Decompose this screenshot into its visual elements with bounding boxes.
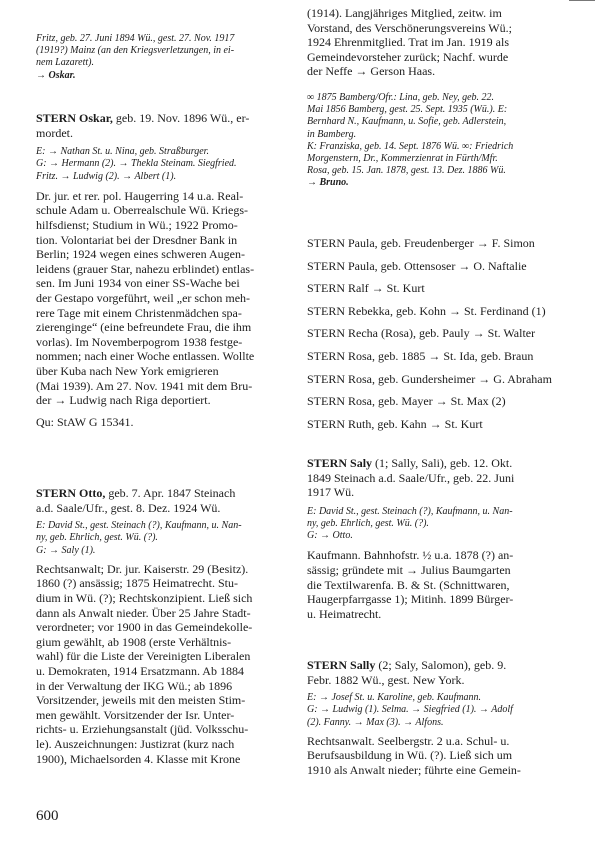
heading-text: geb. 19. Nov. 1896 Wü., er-: [112, 111, 250, 125]
body-line: Vorstand, des Verschönerungsvereins Wü.;: [307, 20, 512, 35]
body-line: u. Demokraten, 1914 Ersatzmann. Ab 1884: [36, 663, 244, 678]
body-line: der Gestapo vorgeführt, weil „er schon meh-: [36, 290, 251, 305]
genealogy-line: E: David St., gest. Steinach (?), Kaufmann, u. Nan-: [307, 505, 513, 517]
family-line: in Bamberg.: [307, 128, 357, 140]
body-line: Dr. jur. et rer. pol. Haugerring 14 u.a. Real-: [36, 188, 244, 203]
body-line: dium in Wü. (?); Rechtskonzipient. Ließ sich: [36, 590, 253, 605]
cross-ref-item: STERN Rebekka, geb. Kohn → St. Ferdinand (1): [307, 303, 546, 318]
heading-text: a.d. Saale/Ufr., gest. 8. Dez. 1924 Wü.: [36, 500, 221, 515]
body-line: rere Tage mit einem Christenmädchen spa-: [36, 305, 242, 320]
heading-text: (1; Sally, Sali), geb. 12. Okt.: [372, 456, 513, 470]
body-line: der Neffe → Gerson Haas.: [307, 64, 436, 79]
body-line: nommen; nach einer Woche entlassen. Wollte: [36, 349, 255, 364]
stern-oskar-entry: [36, 111, 290, 429]
heading-text: 1917 Wü.: [307, 485, 355, 500]
body-line: Rechtsanwalt. Seelbergstr. 2 u.a. Schul- u.: [307, 733, 510, 748]
body-line: der → Ludwig nach Riga deportiert.: [36, 393, 211, 408]
heading-text: mordet.: [36, 125, 73, 140]
cross-ref-item: STERN Ralf → St. Kurt: [307, 281, 425, 296]
body-line: zierenginge“ (eine befreundete Frau, die ihm: [36, 320, 252, 335]
body-line: tion. Volontariat bei der Dresdner Bank in: [36, 232, 238, 247]
body-line: gium gewählt, ab 1908 (erste Verhältnis-: [36, 634, 232, 649]
stern-otto-entry: [36, 486, 290, 766]
cross-ref-item: STERN Paula, geb. Freudenberger → F. Simon: [307, 236, 535, 250]
family-line: Mai 1856 Bamberg, gest. 25. Sept. 1935 (Wü.). E:: [307, 104, 508, 116]
body-line: dann als Anwalt nieder. Über 25 Jahre Stadt-: [36, 605, 251, 620]
entry-name: STERN Saly: [307, 456, 373, 470]
body-line: schule Adam u. Oberrealschule Wü. Kriegs-: [36, 203, 249, 218]
otto-continued: [307, 6, 561, 79]
cross-reference-list: [307, 236, 561, 431]
body-line: richts- u. Erziehungsanstalt (jüd. Volksschu-: [36, 722, 249, 737]
cross-ref-item: STERN Rosa, geb. Mayer → St. Max (2): [307, 394, 506, 409]
genealogy-line: ny, geb. Ehrlich, gest. Wü. (?).: [307, 517, 429, 529]
body-line: Berufsausbildung in Wü. (?). Ließ sich um: [307, 748, 513, 763]
genealogy-line: G: → Ludwig (1). Selma. → Siegfried (1). → Adolf: [307, 704, 513, 716]
genealogy-line: E: David St., gest. Steinach (?), Kaufmann, u. Nan-: [36, 520, 242, 532]
body-line: (1914). Langjähriges Mitglied, zeitw. im: [307, 6, 502, 20]
body-line: vorlas). Im Novemberpogrom 1938 festge-: [36, 334, 243, 349]
genealogy-line: ny, geb. Ehrlich, gest. Wü. (?).: [36, 532, 158, 544]
family-crossref: → Bruno.: [307, 177, 349, 189]
cross-ref-item: STERN Paula, geb. Ottensoser → O. Naftalie: [307, 258, 527, 273]
body-line: u. Heimatrecht.: [307, 606, 382, 621]
family-line: Bernhard N., Kaufmann, u. Sofie, geb. Adlerstein,: [307, 116, 507, 128]
genealogy-line: G: → Hermann (2). → Thekla Steinam. Siegfried.: [36, 158, 237, 170]
body-line: Haugerpfarrgasse 1); Mitinh. 1899 Bürger-: [307, 592, 514, 607]
cross-ref-item: STERN Rosa, geb. Gundersheimer → G. Abraham: [307, 371, 552, 386]
top-edge-mark: [569, 0, 595, 1]
body-line: 1900), Michaelsorden 4. Klasse mit Krone: [36, 751, 241, 766]
body-line: le). Auszeichnungen: Justizrat (kurz nach: [36, 736, 235, 751]
body-line: die Textilwarenfa. B. & St. (Schnittwaren,: [307, 577, 510, 592]
family-line: Rosa, geb. 15. Jan. 1878, gest. 13. Dez. 1886 Wü.: [307, 165, 506, 177]
fritz-crossref: → Oskar.: [36, 69, 76, 81]
fritz-line: nem Lazarett).: [36, 57, 94, 69]
body-line: 1860 (?) ansässig; 1875 Heimatrecht. Stu-: [36, 576, 238, 591]
fritz-line: Fritz, geb. 27. Juni 1894 Wü., gest. 27. Nov. 1917: [36, 33, 235, 44]
entry-name: STERN Otto,: [36, 486, 106, 500]
body-line: sässig; gründete mit → Julius Baumgarten: [307, 562, 511, 577]
genealogy-line: (2). Fanny. → Max (3). → Alfons.: [307, 716, 444, 728]
heading-text: (2; Saly, Salomon), geb. 9.: [375, 658, 507, 672]
body-line: Kaufmann. Bahnhofstr. ½ u.a. 1878 (?) an-: [307, 548, 514, 563]
entry-heading: [36, 111, 290, 126]
body-line: 1910 als Anwalt nieder; führte eine Gemein-: [307, 762, 521, 777]
entry-name: STERN Oskar,: [36, 111, 113, 125]
body-line: Gemeindevorsteher zurück; Nachf. wurde: [307, 49, 509, 64]
fritz-entry: [36, 33, 290, 82]
entry-name: STERN Sally: [307, 658, 376, 672]
body-line: hilfsdienst; Studium in Wü.; 1922 Promo-: [36, 217, 238, 232]
entry-heading: [36, 486, 290, 501]
family-line: Morgenstern, Dr., Kommerzienrat in Fürth/Mfr.: [307, 153, 498, 165]
family-line: K: Franziska, geb. 14. Sept. 1876 Wü. ∞: Friedrich: [307, 140, 514, 152]
body-line: leidens (grauer Star, nahezu erblindet) entlas-: [36, 261, 255, 276]
heading-text: 1849 Steinach a.d. Saale/Ufr., geb. 22. Juni: [307, 470, 515, 485]
entry-heading: [307, 658, 561, 673]
body-line: (Mai 1939). Am 27. Nov. 1941 mit dem Bru-: [36, 378, 253, 393]
otto-family: [307, 92, 561, 190]
heading-text: geb. 7. Apr. 1847 Steinach: [105, 486, 236, 500]
genealogy-line: E: → Josef St. u. Karoline, geb. Kaufmann.: [307, 692, 482, 704]
cross-ref-item: STERN Ruth, geb. Kahn → St. Kurt: [307, 416, 483, 431]
body-line: Vorsitzender, jeweils mit den meisten Stim-: [36, 693, 246, 708]
body-line: 1924 Ehrenmitglied. Trat im Jan. 1919 als: [307, 35, 509, 50]
body-line: wahl) für die Liste der Vereinigten Liberalen: [36, 649, 251, 664]
family-line: ∞ 1875 Bamberg/Ofr.: Lina, geb. Ney, geb. 22.: [307, 92, 495, 103]
genealogy-line: E: → Nathan St. u. Nina, geb. Straßburger.: [36, 146, 209, 158]
source-note: Qu: StAW G 15341.: [36, 414, 134, 429]
body-line: verordneter; vor 1900 in das Gemeindekolle-: [36, 620, 253, 635]
body-line: in der Verwaltung der IKG Wü.; ab 1896: [36, 678, 233, 693]
body-line: men gewählt. Vorsitzender der Isr. Unter-: [36, 707, 235, 722]
body-line: Rechtsanwalt; Dr. jur. Kaiserstr. 29 (Besitz).: [36, 561, 249, 576]
heading-text: Febr. 1882 Wü., gest. New York.: [307, 672, 465, 687]
body-line: über Kuba nach New York emigrieren: [36, 363, 219, 378]
genealogy-line: Fritz. → Ludwig (2). → Albert (1).: [36, 170, 177, 182]
body-line: sen. Im Juni 1934 von einer SS-Wache bei: [36, 276, 240, 291]
stern-saly-1-entry: [307, 456, 561, 621]
stern-sally-2-entry: [307, 658, 561, 778]
entry-heading: [307, 456, 561, 471]
genealogy-line: G: → Otto.: [307, 530, 353, 542]
fritz-line: (1919?) Mainz (an den Kriegsverletzungen, in ei-: [36, 45, 235, 57]
body-line: Berlin; 1924 wegen eines schweren Augen-: [36, 247, 245, 262]
genealogy-line: G: → Saly (1).: [36, 544, 96, 556]
cross-ref-item: STERN Rosa, geb. 1885 → St. Ida, geb. Braun: [307, 348, 534, 363]
page-number: 600: [36, 808, 59, 824]
cross-ref-item: STERN Recha (Rosa), geb. Pauly → St. Walter: [307, 326, 536, 341]
